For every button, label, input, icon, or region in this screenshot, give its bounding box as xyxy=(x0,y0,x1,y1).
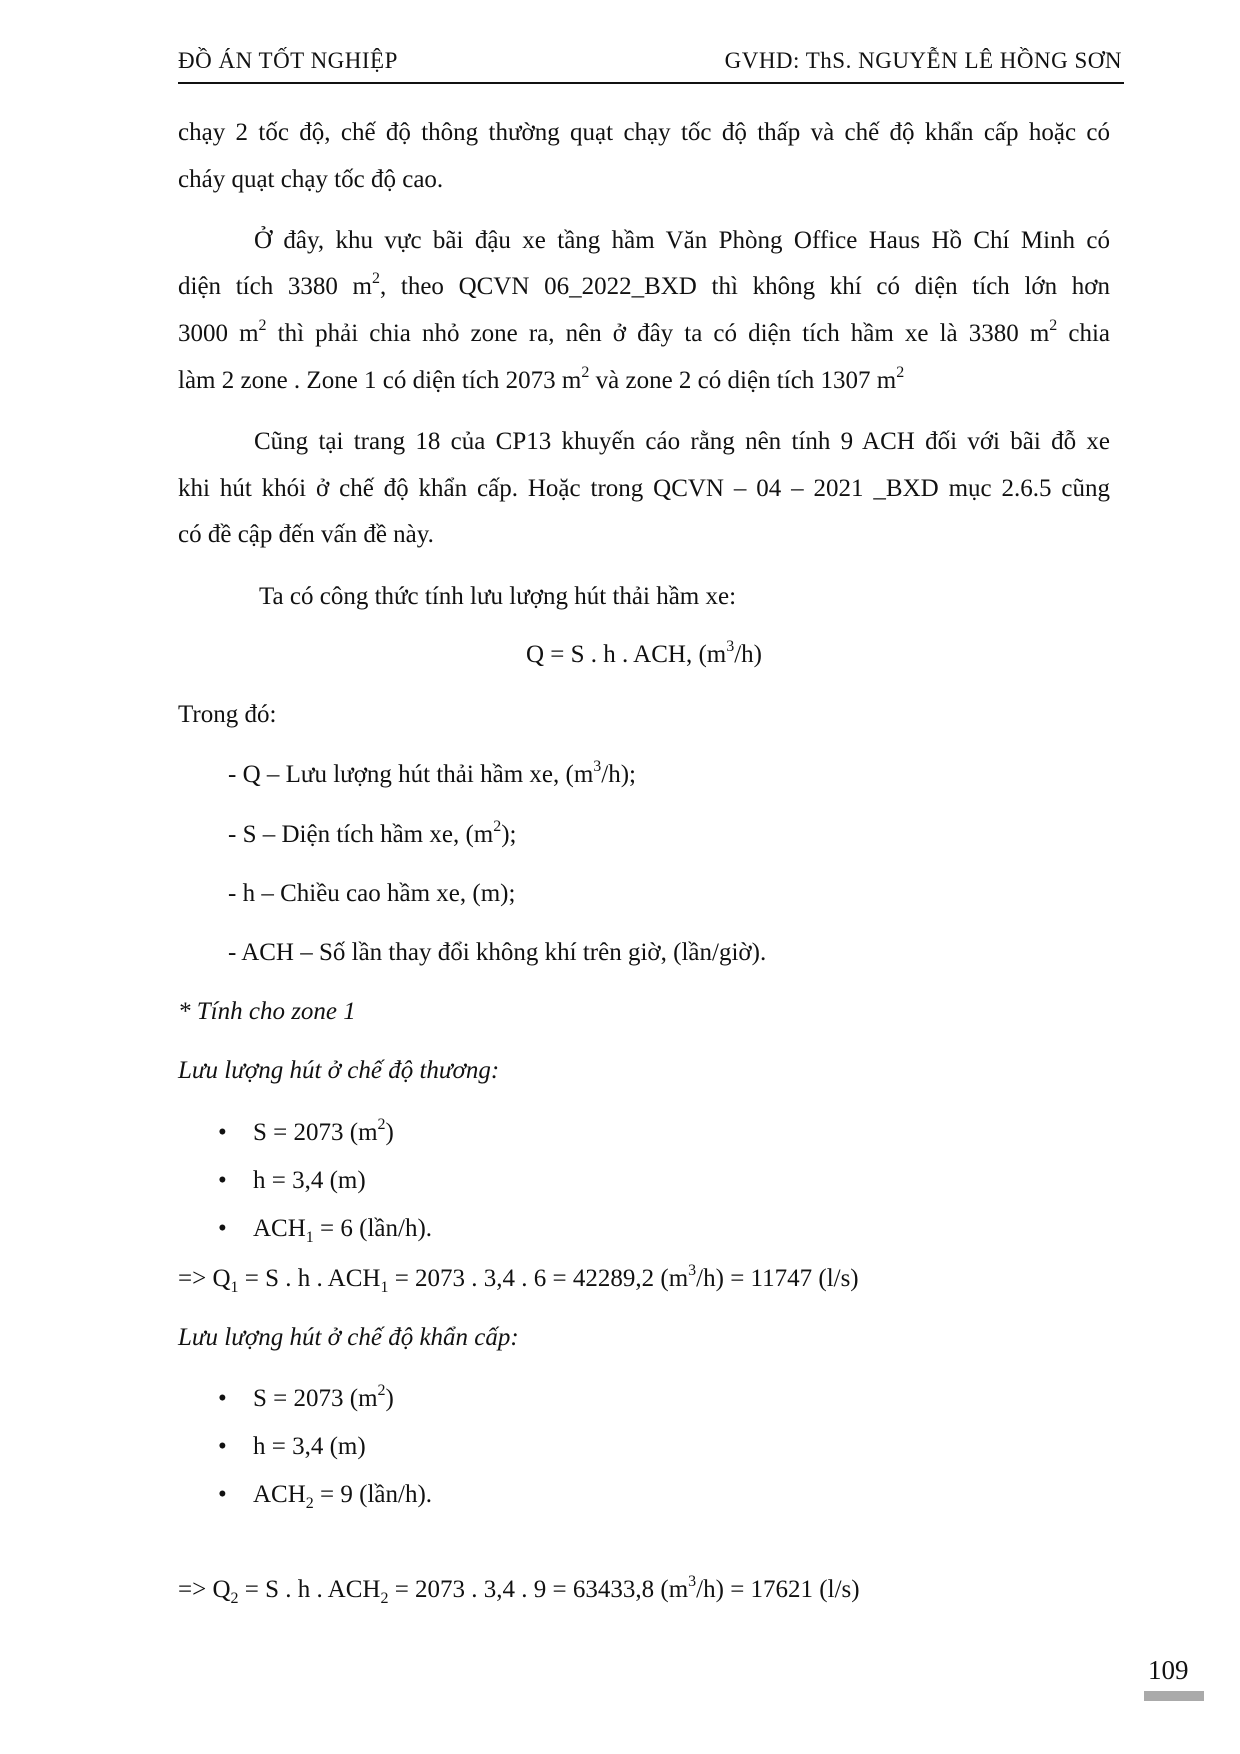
zone1-emergency-title: Lưu lượng hút ở chế độ khẩn cấp: xyxy=(178,1324,519,1351)
definition-q: - Q – Lưu lượng hút thải hầm xe, $(m^3/h)$; xyxy=(228,757,636,788)
header-divider xyxy=(178,82,1124,84)
emergency-s-value: S = 2073 $(m^2)$ xyxy=(253,1381,394,1412)
bullet-icon: • xyxy=(218,1167,227,1194)
definition-h: - h – Chiều cao hầm xe, (m); xyxy=(228,880,516,907)
zone1-normal-title: Lưu lượng hút ở chế độ thương: xyxy=(178,1057,500,1084)
normal-s-value: S = 2073 $(m^2)$ xyxy=(253,1115,394,1146)
formula-main: Q = S . h . ACH, $(m^3/h)$ xyxy=(525,637,762,668)
page-number: 109 xyxy=(1148,1655,1189,1685)
intro-line-1: chạy 2 tốc độ, chế độ thông thường quạt chạy tốc độ thấp và chế độ khẩn cấp hoặc có xyxy=(178,119,1110,146)
q1-result: => $Q_1 = S$ . h . $ACH_1 = 2073$ . 3,4 . 6 = 42289,2 $(m^3/h) = 11747$ (l/s) xyxy=(178,1261,859,1296)
para1-line-1: Ở đây, khu vực bãi đậu xe tầng hầm Văn Phòng Office Haus Hồ Chí Minh có xyxy=(254,227,1110,254)
definition-s: - S – Diện tích hầm xe, $(m^2)$; xyxy=(228,817,517,848)
bullet-icon: • xyxy=(218,1119,227,1146)
bullet-icon: • xyxy=(218,1481,227,1508)
header-left-title: ĐỒ ÁN TỐT NGHIỆP xyxy=(178,48,398,73)
page-number-bar xyxy=(1144,1691,1204,1701)
para2-line-1: Cũng tại trang 18 của CP13 khuyến cáo rằng nên tính 9 ACH đối với bãi đỗ xe xyxy=(254,428,1110,455)
bullet-icon: • xyxy=(218,1215,227,1242)
q2-result: => $Q_2 = S$ . h . $ACH_2 = 2073$ . 3,4 . 9 = 63433,8 $(m^3/h) = 17621$ (l/s) xyxy=(178,1572,860,1607)
definition-ach: - ACH – Số lần thay đổi không khí trên giờ, (lần/giờ). xyxy=(228,939,767,966)
emergency-ach-value: $ACH_2 = 9$ (lần/h). xyxy=(253,1481,433,1512)
normal-h-value: h = 3,4 (m) xyxy=(253,1167,366,1194)
formula-intro: Ta có công thức tính lưu lượng hút thải hầm xe: xyxy=(259,583,737,610)
header-right-advisor: GVHD: ThS. NGUYỄN LÊ HỒNG SƠN xyxy=(724,48,1122,73)
formula-where: Trong đó: xyxy=(178,701,277,728)
normal-ach-value: $ACH_1 = 6$ (lần/h). xyxy=(253,1215,433,1246)
bullet-icon: • xyxy=(218,1385,227,1412)
intro-line-2: cháy quạt chạy tốc độ cao. xyxy=(178,166,444,193)
bullet-icon: • xyxy=(218,1433,227,1460)
para1-line-2: diện tích 3380 $m^2$, theo QCVN 06_2022_BXD thì không khí có diện tích lớn hơn xyxy=(178,269,1110,300)
para1-line-3: 3000 $m^2$ thì phải chia nhỏ zone ra, nên ở đây ta có diện tích hầm xe là 3380 $m^2$ chia xyxy=(178,316,1110,347)
para2-line-2: khi hút khói ở chế độ khẩn cấp. Hoặc trong QCVN – 04 – 2021 _BXD mục 2.6.5 cũng xyxy=(178,475,1110,502)
para1-line-4: làm 2 zone . Zone 1 có diện tích 2073 $m^2$ và zone 2 có diện tích 1307 $m^2$ xyxy=(178,363,905,394)
zone1-title: * Tính cho zone 1 xyxy=(178,998,356,1025)
para2-line-3: có đề cập đến vấn đề này. xyxy=(178,521,434,548)
emergency-h-value: h = 3,4 (m) xyxy=(253,1433,366,1460)
